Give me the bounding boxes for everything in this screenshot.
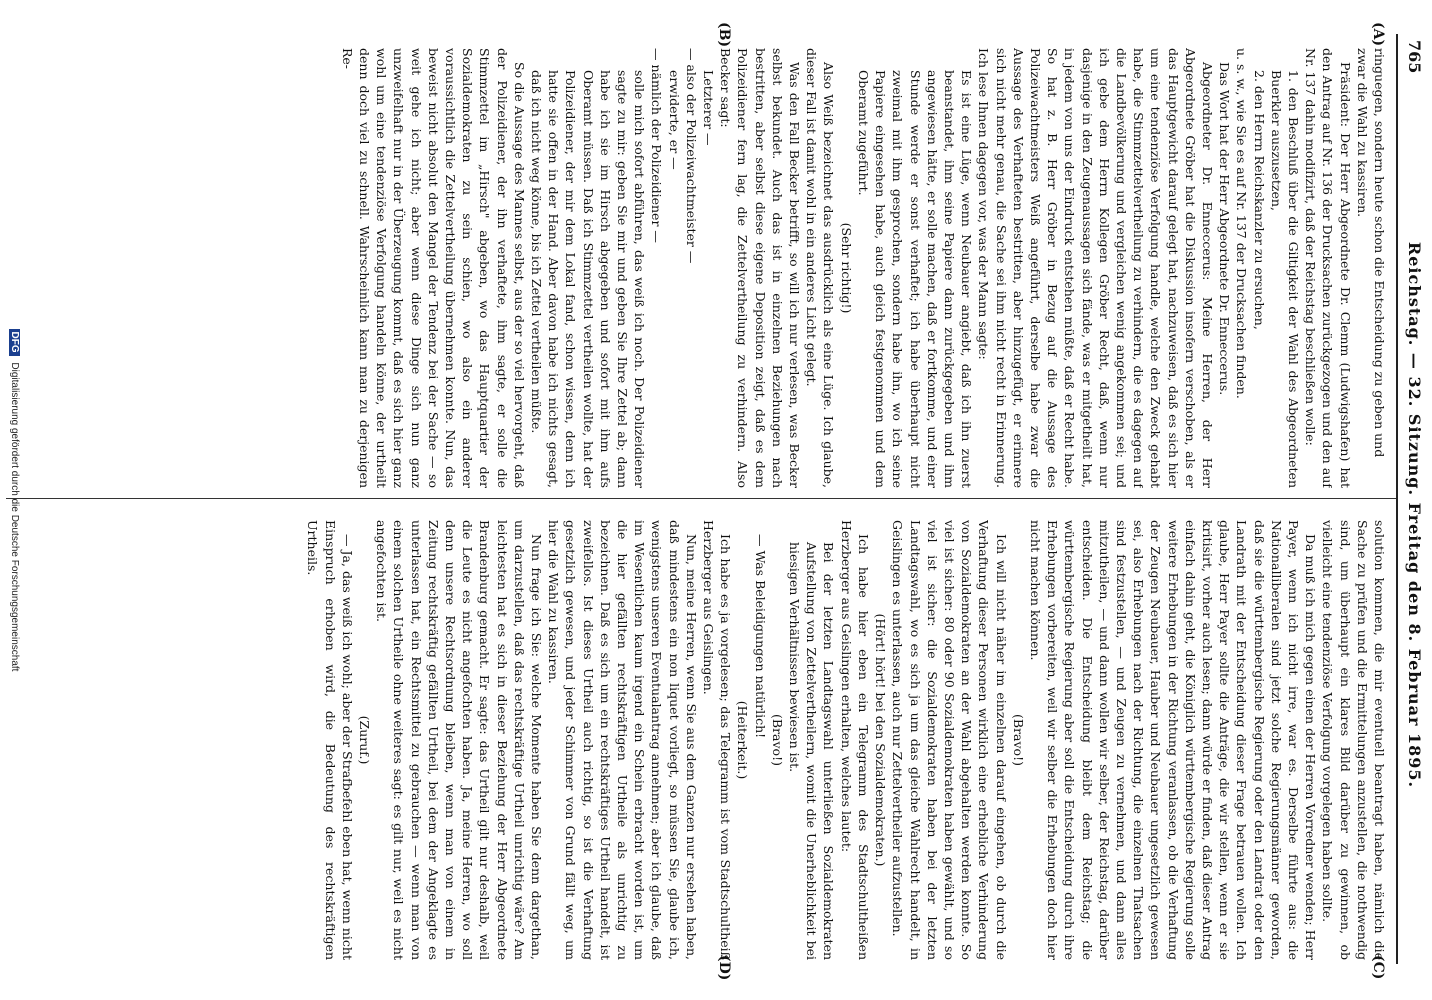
paragraph: Ich habe hier eben ein Telegramm des Stadtschultheißen Herzberger aus Geislingen erhalten, welches lautet: bbox=[838, 520, 871, 960]
quote: Es ist eine Lüge, wenn Neubauer angiebt, daß ich ihn zuerst beanstandet, ihm seine Papiere dann zurückgegeben und ihm angewiesen hätte, er solle machen, daß er fortkomme, und einer Stunde werde er sonst verhaftet; ich habe überhaupt nicht zweimal mit ihm gesprochen, sondern habe ihn, wo ich seine Papiere eingesehen habe, auch gleich festgenommen und dem Oberamt zugeführt. bbox=[855, 70, 975, 488]
right-column bbox=[18, 520, 1388, 960]
marker-c: (C) bbox=[1370, 955, 1386, 980]
paragraph: 1. den Beschluß über die Giltigkeit der Wahl des Abgeordneten Buerkler auszusetzen, bbox=[1268, 70, 1301, 488]
marker-a: (A) bbox=[1370, 22, 1386, 47]
quote: erwiderte, er — bbox=[666, 70, 682, 170]
paragraph: Ich will nicht näher im einzelnen darauf eingehen, ob durch die Verhaftung dieser Personen wirklich eine erhebliche Verhinderung von Sozialdemokraten an der Wahl abgehalten werden konnte. So viel ist sicher: 80 oder 90 Sozialdemokraten haben gewählt, und so viel ist sicher: die Sozialdemokraten haben bei der letzten Landtagswahl, wo es sich ja um das gleiche Wahlrecht handelt, in Geislingen es unterlassen, auch nur Zettelvertheiler aufzustellen. bbox=[890, 520, 1009, 960]
quote: Bei der letzten Landtagswahl unterließen Sozialdemokraten Aufstellung von Zettelvertheilern, womit die Unerheblichkeit bei hiesigen Verhältnissen bewiesen ist. bbox=[787, 542, 837, 960]
quote: solle mich sofort abführen, das weiß ich noch. Der Polizeidiener sagte zu mir: geben Sie mir und geben Sie Ihre Zettel ab; dann habe ich sie im Hirsch abgegeben und sofort mit ihm aufs Oberamt müssen. Daß ich Stimmzettel vertheilen wollte, hat der Polizeidiener, der mir dem Lokal fand, schon wissen, denn ich hatte sie offen in der Hand. Aber davon habe ich nichts gesagt, daß ich nicht weg könne, bis ich Zettel vertheilen müßte. bbox=[529, 70, 648, 488]
paragraph: 2. den Herrn Reichskanzler zu ersuchen, bbox=[1251, 70, 1267, 330]
paragraph: So die Aussage des Mannes selbst, aus der so viel hervorgeht, daß der Polizeidiener, der ihn verhaftete, ihm sagte, er solle die Stimmzettel im „Hirsch" abgeben, wo das Hauptquartier der Sozialdemokraten zu sein schien, wo also ein anderer voraussichtlich die Zettelvertheilung übernehmen konnte. Nun, das beweist nicht absolut den Mangel der Tendenz bei der Sache — so weit gehe ich nicht; aber wenn diese Dinge sich nun ganz unzweifelhaft nur in der Überzeugung kommt, daß es sich hier ganz wohl um eine tendenziöse Verfolgung handeln könne, der urtheilt denn doch viel zu schnell. Wahrscheinlich kann man zu derjenigen Re- bbox=[339, 48, 527, 488]
page-header bbox=[1400, 40, 1424, 940]
paragraph: solution kommen, die mir eventuell beantragt haben, nämlich die Sache zu prüfen und die Ermittelungen anzustellen, die nothwendig sind, um überhaupt ein klares Bild darüber zu gewinnen, ob vielleicht eine tendenziöse Verfolgung vorgelegen haben sollte. bbox=[1320, 520, 1387, 960]
marker-d: (D) bbox=[716, 955, 732, 981]
interjection: (Heiterkeit.) bbox=[735, 700, 751, 780]
paragraph: — Was Beleidigungen natürlich! bbox=[752, 534, 768, 739]
paragraph: Abgeordneter Dr. Enneccerus: Meine Herren, der Herr Abgeordnete Gröber hat die Diskussion insofern verschoben, als er das Hauptgewicht darauf gelegt hat, nachzuweisen, daß es sich hier um eine tendenziöse Verfolgung handle, welche den Zweck gehabt habe, die Stimmzettelvertheilung zu verhindern, die es dagegen auf die Landbevölkerung und vergleichen wenig angekommen sei; und ich gebe dem Herrn Kollegen Gröber Recht, daß, wenn nur dasjenige in den Zeugenaussagen sich fände, was er mitgetheilt hat, in jedem von uns der Eindruck entstehen müßte, daß er Recht habe. So hat z. B. Herr Gröber in Bezug auf die Aussage des Polizeiwachtmeisters Weiß angeführt, derselbe habe zwar die Aussage des Verhafteten bestritten, aber hinzugefügt, er erinnere sich nicht mehr genau, die Sache sei ihm nicht recht in Erinnerung. Ich lese Ihnen dagegen vor, was der Mann sagte: bbox=[976, 48, 1215, 488]
paragraph: Präsident: Der Herr Abgeordnete Dr. Clemm (Ludwigshafen) hat den Antrag auf Nr. 136 der Drucksachen zurückgezogen und den auf Nr. 137 dahin modifizirt, daß der Reichstag beschließen wolle: bbox=[1303, 48, 1353, 488]
paragraph: Nun frage ich Sie: welche Momente haben Sie denn dargethan, um darzustellen, daß das rechtskräftige Urtheil unrichtig wäre? Am leichtesten hat es sich in dieser Beziehung der Herr Abgeordnete Brandenburg gemacht. Er sagte: das Urtheil gilt nur deshalb, weil die Leute es nicht angefochten haben. Ja, meine Herren, wo soll denn unsere Rechtsordnung bleiben, wenn man von einem in Zeitung rechtskräftig gefällten Urtheil, bei dem der Angeklagte es unterlassen hat, ein Rechtsmittel zu gebrauchen — wenn man von einem solchen Urtheile ohne weiteres sagt: es gilt nur, weil es nicht angefochten ist. bbox=[374, 520, 545, 960]
paragraph: — nämlich der Polizeidiener — bbox=[649, 48, 665, 243]
quote: Letzterer — bbox=[701, 70, 717, 146]
running-title: Reichstag. — 32. Sitzung. Freitag den 8. Februar 1895. bbox=[1405, 241, 1424, 789]
dfg-logo: DFG bbox=[9, 329, 20, 356]
interjection: (Hört! hört! bei den Sozialdemokraten.) bbox=[873, 613, 889, 867]
paragraph: zwar die Wahl zu kassiren. bbox=[1354, 48, 1370, 218]
paragraph: Da muß ich mich gegen einen der Herren Vorredner wenden; Herr Payer, wenn ich nicht irre, war es. Derselbe führte aus: die Nationalliberalen sind jetzt solche Regierungsmänner geworden, daß sie die württembergische Regierung oder den Landrat oder den Landrath mit der Entscheidung dieser Frage betrauen wollen. Ich glaube, Herr Payer sollte die Anträge, die wir stellen, wenn er sie kritisirt, vorher auch lesen; dann würde er finden, daß dieser Antrag einfach dahin geht, die Königlich württembergische Regierung solle weitere Erhebungen in der Richtung veranlassen, ob die Verhaftung der Zeugen Neubauer, Hauber und Neubauer ungesetzlich gewesen sei, also Erhebungen nach der Richtung, die einzelnen Thatsachen sind festzustellen, — und Zeugen zu vernehmen, und dann alles mitzutheilen, — und dann wollen wir selber, der Reichstag, darüber entscheiden. Die Entscheidung bleibt dem Reichstag; die württembergische Regierung aber soll die Entscheidung durch ihre Erhebungen vorbereiten, weil wir selber die Erhebungen doch hier nicht machen können. bbox=[1027, 520, 1319, 960]
header-rule bbox=[1396, 34, 1398, 964]
interjection: (Bravo!) bbox=[1010, 714, 1026, 766]
paragraph: — also der Polizeiwachtmeister — bbox=[683, 48, 699, 264]
footer-text: Digitalisierung gefördert durch die Deutsche Forschungsgemeinschaft bbox=[9, 362, 20, 672]
paragraph: Was den Fall Becker betrifft, so will ich nur verlesen, was Becker selbst bekundet. Auch das ist in einzelnen Beziehungen nach bestritten, aber selbst diese eigene Deposition zeigt, daß es dem Polizeidiener fern lag, die Zettelvertheilung zu verhindern. Also Becker sagt: bbox=[718, 48, 803, 488]
digitization-footer bbox=[2, 0, 20, 1000]
column-divider bbox=[6, 498, 1396, 499]
paragraph: ringuegen, sondern heute schon die Entscheidung zu geben und bbox=[1372, 48, 1387, 458]
page-number: 765 bbox=[1405, 40, 1424, 74]
left-column bbox=[18, 48, 1388, 488]
paragraph: Nun, meine Herren, wenn Sie aus dem Ganzen nur ersehen haben, daß mindestens ein non liquet vorliegt, so müssen Sie, glaube ich, wenigstens unseren Eventualantrag annehmen; aber ich glaube, daß im Wesentlichen kaum irgend ein Schein erbracht worden ist, um die hier gefällten rechtskräftigen Urtheile als unrichtig zu bezeichnen. Daß es sich um ein rechtskräftiges Urtheil handelt, ist zweifellos. Ist dieses Urtheil auch richtig, so ist die Verhaftung gesetzlich gewesen, und jeder Schimmer von Grund fällt weg, um hier die Wahl zu kassiren. bbox=[546, 520, 699, 960]
interjection: (Bravo!) bbox=[769, 714, 785, 766]
interjection: (Sehr richtig!) bbox=[838, 222, 854, 314]
paragraph: Ich habe es ja vorgelesen; das Telegramm ist vom Stadtschultheiß Herzberger aus Geislingen. bbox=[701, 520, 734, 960]
paragraph: — Ja, das weiß ich wohl; aber der Strafbefehl eben hat, wenn nicht Einspruch erhoben wird, die Bedeutung des rechtskräftigen Urtheils. bbox=[305, 520, 355, 960]
interjection: (Zuruf.) bbox=[357, 715, 373, 765]
paragraph: u. s. w., wie Sie es auf Nr. 137 der Drucksachen finden. bbox=[1234, 48, 1250, 399]
marker-b: (B) bbox=[716, 22, 732, 48]
paragraph: Das Wort hat der Herr Abgeordnete Dr. Enneccerus. bbox=[1217, 62, 1233, 396]
paragraph: Also Weiß bezeichnet das ausdrücklich als eine Lüge. Ich glaube, dieser Fall ist damit wohl in ein anderes Licht gelegt. bbox=[804, 48, 837, 488]
